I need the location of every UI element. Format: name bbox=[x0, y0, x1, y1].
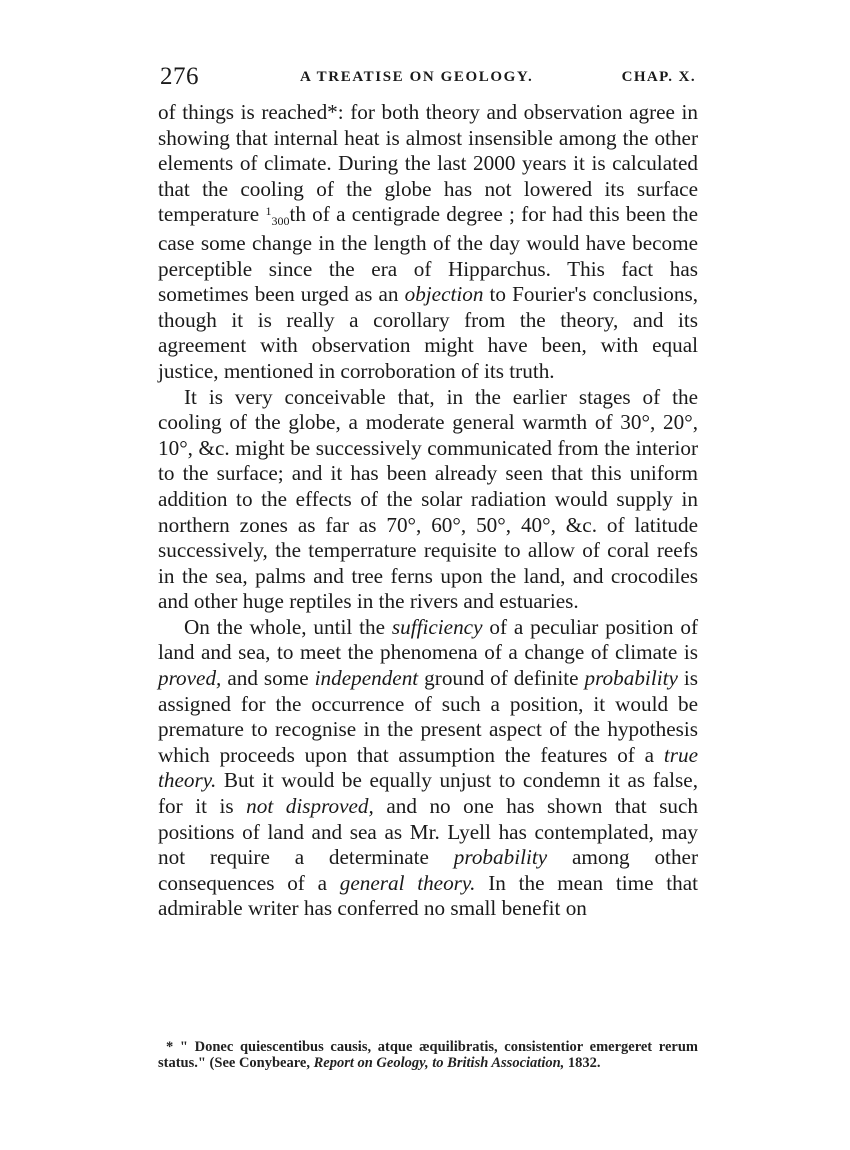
text-run: of a peculiar position of land and sea, to meet the phenomena of a change of climate is bbox=[158, 614, 699, 665]
text-run: and some bbox=[221, 666, 315, 691]
text-run: In the mean time that admirable writer has conferred no small benefit on bbox=[158, 870, 698, 921]
text-run: 1832. bbox=[564, 1054, 601, 1071]
text-run: of things is reached*: for both theory and observation agree in showing that internal heat is almost insensible among the other elements of climate. During the last 2000 years it is calculated that the cooling of the globe has not lowered its surface temperature bbox=[158, 100, 698, 227]
text-run: But it would be equally unjust to condemn it as false, for it is bbox=[158, 768, 698, 819]
text-run: among other consequences of a bbox=[158, 845, 698, 895]
body-text bbox=[158, 100, 698, 922]
italic-run: not disproved, bbox=[246, 794, 374, 819]
text-run: is assigned for the occurrence of such a position, it would be premature to recognise in the present aspect of the hypothesis which proceeds upon that assumption the features of a bbox=[158, 666, 699, 767]
italic-run: general theory. bbox=[339, 870, 476, 895]
page-number: 276 bbox=[160, 63, 199, 90]
fraction-numerator: 1 bbox=[265, 204, 272, 219]
italic-run: true theory. bbox=[158, 742, 698, 793]
fraction-denominator: 300 bbox=[271, 214, 290, 229]
text-run: On the whole, until the bbox=[184, 614, 392, 639]
italic-run: probability bbox=[453, 845, 548, 870]
paragraph-2: It is very conceivable that, in the earlier stages of the cooling of the globe, a moderate general warmth of 30°, 20°, 10°, &c. might be successively communicated from the interior to the surface; and it has been already seen that this uniform addition to the effects of the solar radiation would supply in northern zones as far as 70°, 60°, 50°, 40°, &c. of latitude successively, the temperrature requisite to allow of coral reefs in the sea, palms and tree ferns upon the land, and crocodiles and other huge reptiles in the rivers and estuaries. bbox=[158, 384, 698, 614]
text-run: th of a centigrade degree ; for had this been the case some change in the length of the day would have become perceptible since the era of Hipparchus. This fact has sometimes been urged as an bbox=[158, 202, 698, 307]
italic-run: probability bbox=[584, 666, 678, 691]
text-run: and no one has shown that such positions of land and sea as Mr. Lyell has contemplated, may not require a determinate bbox=[158, 794, 698, 870]
footnote bbox=[158, 1040, 698, 1071]
italic-run: independent bbox=[314, 666, 419, 691]
italic-run: proved, bbox=[158, 666, 222, 691]
italic-run: Report on Geology, to British Association, bbox=[313, 1054, 565, 1071]
page-header bbox=[160, 62, 696, 92]
fraction bbox=[265, 204, 289, 228]
paragraph-1 bbox=[158, 100, 698, 385]
text-run: * " Donec quiescentibus causis, atque æquilibratis, consistentior emergeret rerum status." (See Conybeare, bbox=[158, 1039, 698, 1071]
text-run: ground of definite bbox=[418, 666, 585, 691]
running-title: A TREATISE ON GEOLOGY. bbox=[300, 69, 534, 85]
text-run: to Fourier's conclusions, though it is really a corollary from the theory, and its agreement with observation might have been, with equal justice, mentioned in corroboration of its truth. bbox=[158, 282, 698, 383]
italic-run: objection bbox=[404, 282, 484, 307]
paragraph-3 bbox=[158, 615, 698, 922]
chapter-label: CHAP. X. bbox=[621, 69, 696, 85]
italic-run: sufficiency bbox=[391, 614, 483, 639]
